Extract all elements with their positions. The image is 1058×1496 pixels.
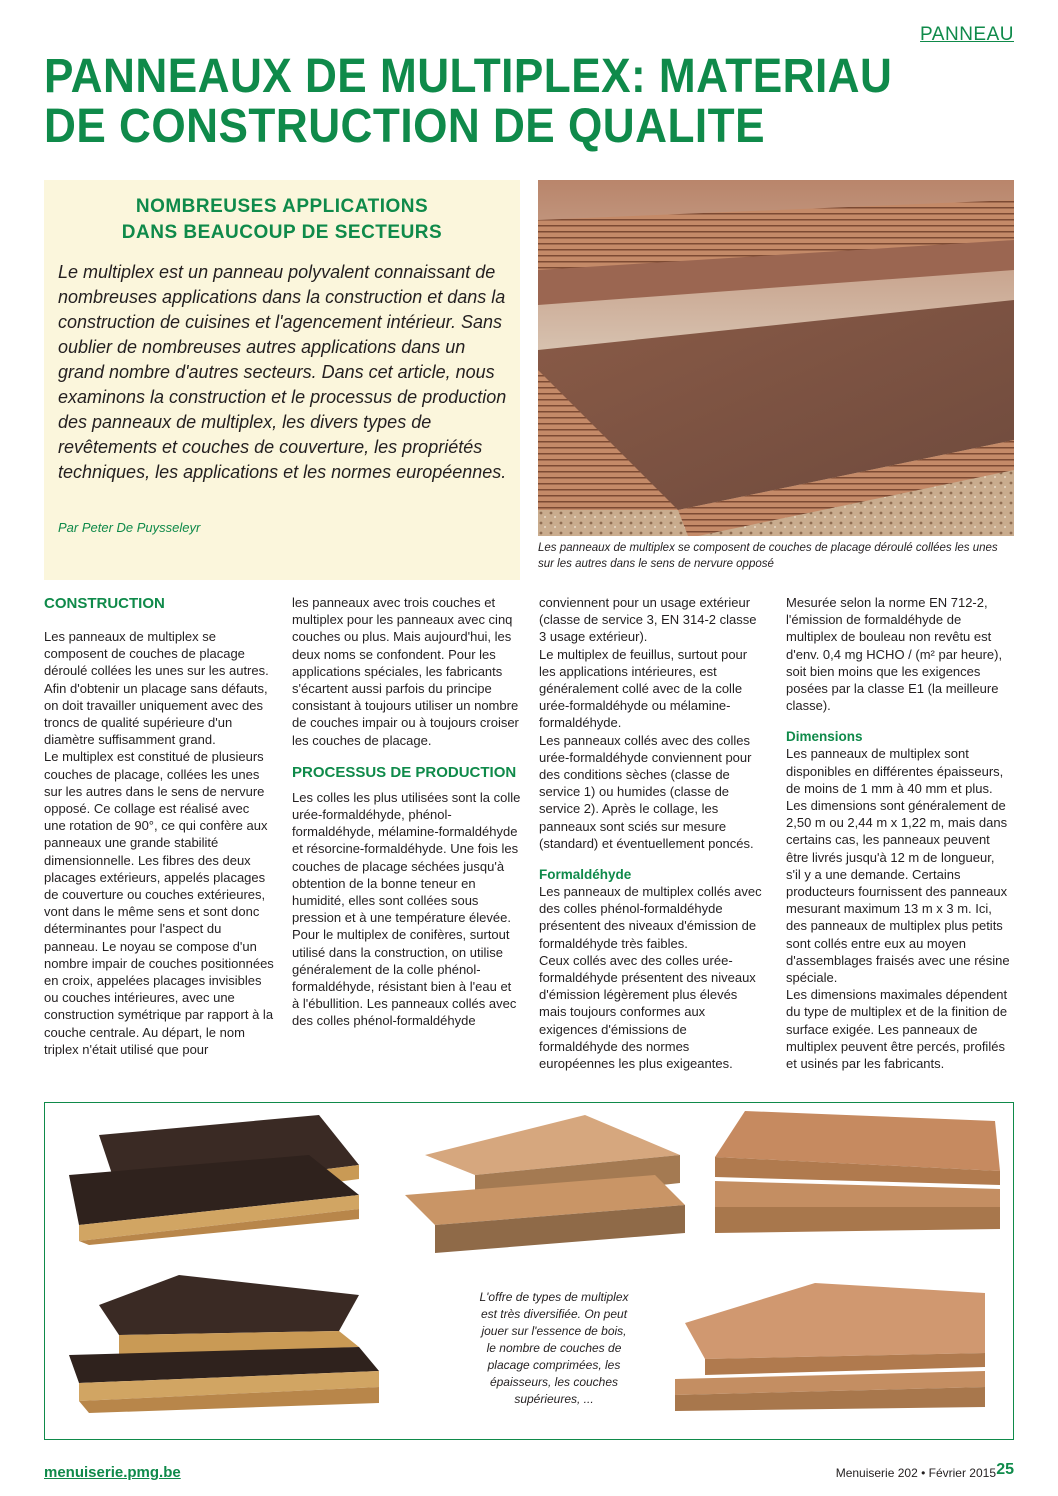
intro-heading [44,194,520,246]
column-4 [786,594,1011,1072]
gallery-photo-dark-film-boards [59,1115,369,1245]
hero-photo-svg [538,180,1014,536]
author-byline: Par Peter De Puysseleyr [58,520,201,535]
column-1 [44,594,274,1058]
hero-photo-caption: Les panneaux de multiplex se composent de couches de placage déroulé collées les unes sur les autres dans le sens de nervure opposé [538,542,998,570]
intro-box [44,180,520,580]
intro-text: Le multiplex est un panneau polyvalent connaissant de nombreuses applications dans la construction et dans la construction de cuisines et l'agencement intérieur. Sans oublier de nombreuses autres applications dans un grand nombre d'autres secteurs. Dans cet article, nous examinons la construction et le processus de production des panneaux de multiplex, les divers types de revêtements et couches de couverture, les propriétés techniques, les applications et les normes européennes. [58,262,507,482]
intro-heading-line-1: NOMBREUSES APPLICATIONS [135,196,429,217]
heading-processus: PROCESSUS DE PRODUCTION [292,763,517,781]
heading-formaldehyde: Formaldéhyde [539,867,632,883]
plywood-gallery [44,1102,1014,1440]
dimensions-text: Les panneaux de multiplex sont disponibles en différentes épaisseurs, de moins de 1 mm à 40 mm et plus. Les dimensions sont généralement de 2,50 m ou 2,44 m x 1,22 m, mais dans certains cas, les panneaux peuvent être livrés jusqu'à 12 m de longueur, s'il y a une demande. Certains producteurs fournissent des panneaux mesurant maximum 13 m x 3 m. Ici, des panneaux de multiplex plus petits sont collés entre eux au moyen d'assemblages fraisés avec une résine spéciale. Les dimensions maximales dépendent du type de multiplex et de la finition de surface exigée. Les panneaux de multiplex peuvent être percés, profilés et usinés par les fabricants. [786,746,1010,1072]
footer-website-link[interactable]: menuiserie.pmg.be [44,1464,181,1481]
section-tag: PANNEAU [920,24,1014,45]
gallery-photo-dark-boards-2 [59,1275,399,1415]
column-2 [292,594,522,1030]
page-number: 25 [996,1461,1014,1478]
formaldehyde-text: Les panneaux de multiplex collés avec des colles phénol-formaldéhyde présentent des niveaux d'émission de formaldéhyde très faibles. Ceux collés avec des colles urée-formaldéhyde présentent des niveaux d'émission légèrement plus élevés mais toujours conformes aux exigences d'émissions de formaldéhyde des normes européennes les plus exigeantes. [539,884,762,1072]
processus-text: Les colles les plus utilisées sont la colle urée-formaldéhyde, phénol-formaldéhyde, mélamine-formaldéhyde et résorcine-formaldéhyde. Une fois les couches de placage séchées jusqu'à obtention de la bonne teneur en humidité, elles sont collées sous pression et à une température élevée. Pour le multiplex de conifères, surtout utilisé dans la construction, on utilise généralement de la colle phénol-formaldéhyde, résistant bien à l'eau et à l'ébullition. Les panneaux collés avec des colles phénol-formaldéhyde [292,789,521,1029]
article-title: PANNEAUX DE MULTIPLEX: MATERIAU DE CONSTRUCTION DE QUALITE [44,50,893,153]
gallery-photo-sapele-boards [715,1111,1005,1241]
footer-issue: Menuiserie 202 • Février 2015 [835,1466,996,1480]
construction-text: Les panneaux de multiplex se composent de couches de placage déroulé collées les unes sur les autres. Afin d'obtenir un placage sans défauts, on doit travailler uniquement avec des troncs de qualité supérieure d'un diamètre suffisamment grand. Le multiplex est constitué de plusieurs couches de placage, collées les unes sur les autres dans le sens de nervure opposé. Ce collage est réalisé avec une rotation de 90°, ce qui confère aux panneaux une grande stabilité dimensionnelle. Les fibres des deux placages extérieurs, appelés placages de couverture ou couches extérieures, vont dans le même sens et sont donc déterminantes pour l'aspect du panneau. Le noyau se compose d'un nombre impair de couches positionnées en croix, appelées placages invisibles ou couches intérieures, avec une construction symétrique par rapport à la couche centrale. Au départ, le nom triplex n'était utilisé que pour [44,629,274,1057]
hero-photo-plywood-stack [538,180,1014,536]
gallery-caption: L'offre de types de multiplex est très diversifiée. On peut jouer sur l'essence de bois, le nombre de couches de placage comprimées, les épaisseurs, les couches supérieures, ... [479,1290,629,1406]
gallery-photo-light-boards [665,1283,995,1413]
gallery-photo-oak-boards [395,1115,695,1255]
column-3 [539,594,764,1072]
intro-heading-line-2: DANS BEAUCOUP DE SECTEURS [121,222,443,243]
heading-construction: CONSTRUCTION [44,595,165,612]
column-4-text: Mesurée selon la norme EN 712-2, l'émission de formaldéhyde de multiplex de bouleau non revêtu est d'env. 0,4 mg HCHO / (m² par heure), soit bien moins que les exigences posées par la classe E1 (la meilleure classe). [786,595,1003,714]
column-3-text: conviennent pour un usage extérieur (classe de service 3, EN 314-2 classe 3 usage extérieur). Le multiplex de feuillus, surtout pour les applications intérieures, est généralement collé avec de la colle urée-formaldéhyde ou mélamine-formaldéhyde. Les panneaux collés avec des colles urée-formaldéhyde conviennent pour des conditions sèches (classe de service 1) ou humides (classe de service 2). Après le collage, les panneaux sont sciés sur mesure (standard) et éventuellement poncés. [539,595,757,851]
column-2-text: les panneaux avec trois couches et multiplex pour les panneaux avec cinq couches ou plus. Mais aujourd'hui, les deux noms se confondent. Pour les applications spéciales, les fabricants s'écartent aussi parfois du principe consistant à toujours utiliser un nombre de couches impair ou à toujours croiser les couches de placage. [292,595,519,748]
heading-dimensions: Dimensions [786,729,863,745]
